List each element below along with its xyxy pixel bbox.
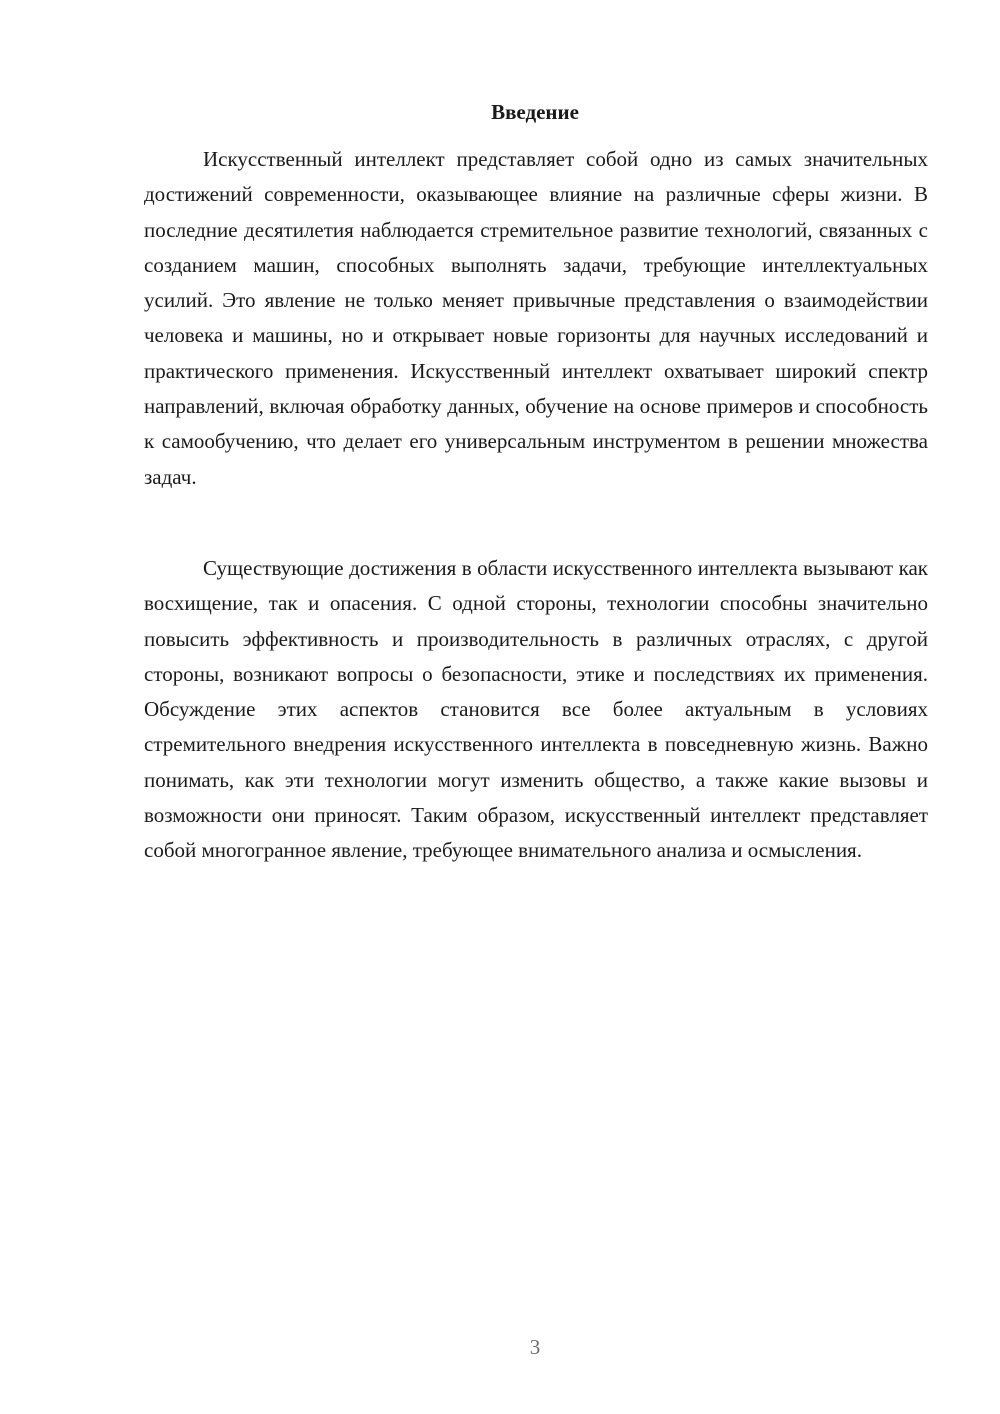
- page-number: 3: [529, 1335, 541, 1359]
- paragraph-1: Искусственный интеллект представляет собой одно из самых значительных достижений современности, оказывающее влияние на различные сферы жизни. В последние десятилетия наблюдается стремительное развитие технологий, связанных с созданием машин, способных выполнять задачи, требующие интеллектуальных усилий. Это явление не только меняет привычные представления о взаимодействии человека и машины, но и открывает новые горизонты для научных исследований и практического применения. Искусственный интеллект охватывает широкий спектр направлений, включая обработку данных, обучение на основе примеров и способность к самообучению, что делает его универсальным инструментом в решении множества задач.: [144, 147, 928, 489]
- section-heading: Введение: [491, 100, 579, 124]
- paragraph-2: Существующие достижения в области искусственного интеллекта вызывают как восхищение, так и опасения. С одной стороны, технологии способны значительно повысить эффективность и производительность в различных отраслях, с другой стороны, возникают вопросы о безопасности, этике и последствиях их применения. Обсуждение этих аспектов становится все более актуальным в условиях стремительного внедрения искусственного интеллекта в повседневную жизнь. Важно понимать, как эти технологии могут изменить общество, а также какие вызовы и возможности они приносят. Таким образом, искусственный интеллект представляет собой многогранное явление, требующее внимательного анализа и осмысления.: [144, 556, 928, 863]
